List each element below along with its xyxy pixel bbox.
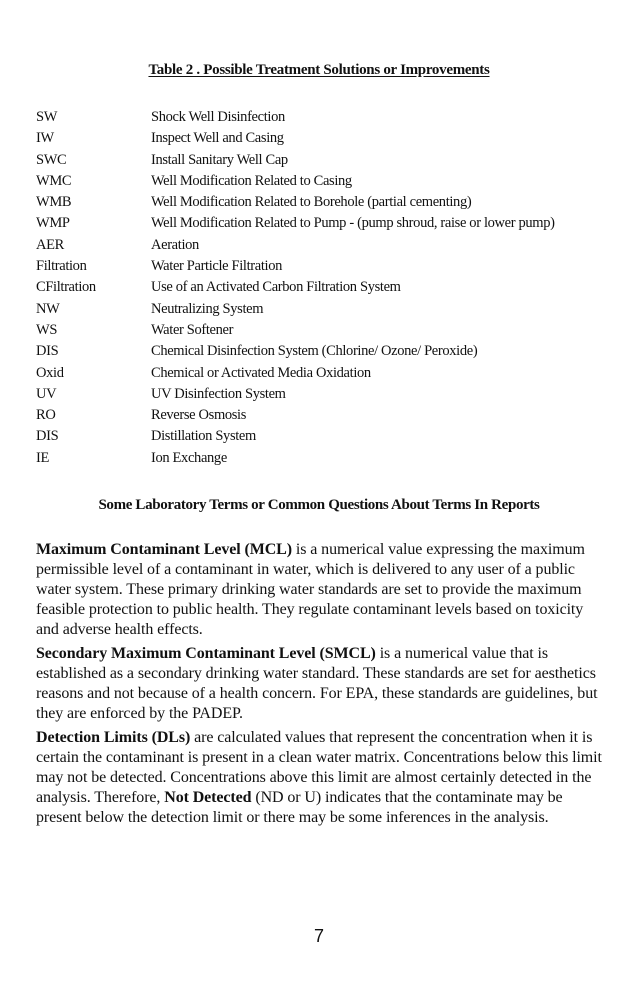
treatment-code: NW xyxy=(36,300,60,317)
treatment-description: Well Modification Related to Borehole (partial cementing) xyxy=(151,194,472,211)
table-row xyxy=(36,107,616,128)
treatment-code: Filtration xyxy=(36,258,87,275)
treatment-description: Aeration xyxy=(151,236,199,253)
treatment-description: Ion Exchange xyxy=(151,449,227,466)
treatment-code: WMC xyxy=(36,172,72,189)
definition-smcl xyxy=(36,644,608,724)
table-row xyxy=(36,235,616,256)
table-row xyxy=(36,320,616,341)
table-row xyxy=(36,363,616,384)
table-row xyxy=(36,277,616,298)
treatment-code: CFiltration xyxy=(36,279,96,296)
definition-dl-text: are calculated values that represent the concentration when it is certain the contaminant is present in a clean water matrix. Concentrations below this limit may not be detected. Concentrations above this limit are almost certainly detected in the analysis. Therefore, xyxy=(36,729,602,806)
term-smcl: Secondary Maximum Contaminant Level (SMCL) xyxy=(36,645,376,662)
section-title-text: Some Laboratory Terms or Common Questions About Terms In Reports xyxy=(98,497,540,513)
definition-dl xyxy=(36,728,608,828)
definition-mcl-text: is a numerical value expressing the maximum permissible level of a contaminant in water, which is delivered to any user of a public water system. These primary drinking water standards are set to provide the maximum feasible protection to public health. They regulate contaminant levels based on toxicity and adverse health effects. xyxy=(36,541,585,638)
treatment-description: Water Particle Filtration xyxy=(151,258,283,275)
treatment-code: Oxid xyxy=(36,364,64,381)
treatment-code: DIS xyxy=(36,428,59,445)
treatment-code: WMB xyxy=(36,194,72,211)
treatment-description: Reverse Osmosis xyxy=(151,407,247,424)
term-dl: Detection Limits (DLs) xyxy=(36,729,191,746)
table-title-text: Table 2 . Possible Treatment Solutions or Improvements xyxy=(148,62,490,78)
treatment-code: RO xyxy=(36,407,56,424)
treatment-description: Well Modification Related to Casing xyxy=(151,172,352,189)
treatment-table xyxy=(36,107,616,469)
treatment-code: UV xyxy=(36,385,57,402)
table-row xyxy=(36,299,616,320)
treatment-code: IW xyxy=(36,130,54,147)
term-not-detected: Not Detected xyxy=(164,789,252,806)
treatment-code: IE xyxy=(36,449,49,466)
treatment-code: AER xyxy=(36,236,64,253)
treatment-description: Distillation System xyxy=(151,428,256,445)
table-row xyxy=(36,192,616,213)
table-title xyxy=(0,62,638,79)
table-row xyxy=(36,171,616,192)
table-row xyxy=(36,128,616,149)
table-row xyxy=(36,426,616,447)
table-row xyxy=(36,341,616,362)
treatment-code: SWC xyxy=(36,151,67,168)
page-number: 7 xyxy=(313,926,324,946)
treatment-description: Inspect Well and Casing xyxy=(151,130,284,147)
definitions xyxy=(36,540,608,832)
definition-mcl xyxy=(36,540,608,640)
treatment-code: DIS xyxy=(36,343,59,360)
table-row xyxy=(36,448,616,469)
treatment-description: Chemical or Activated Media Oxidation xyxy=(151,364,371,381)
treatment-description: Chemical Disinfection System (Chlorine/ Ozone/ Peroxide) xyxy=(151,343,478,360)
treatment-code: WS xyxy=(36,321,58,338)
definition-dl-text-after: (ND or U) indicates that the contaminate may be present below the detection limit or there may be some inferences in the analysis. xyxy=(36,789,563,826)
treatment-description: Well Modification Related to Pump - (pump shroud, raise or lower pump) xyxy=(151,215,555,232)
term-mcl: Maximum Contaminant Level (MCL) xyxy=(36,541,292,558)
treatment-description: Use of an Activated Carbon Filtration System xyxy=(151,279,401,296)
treatment-description: Install Sanitary Well Cap xyxy=(151,151,288,168)
treatment-description: Shock Well Disinfection xyxy=(151,109,285,125)
treatment-code: WMP xyxy=(36,215,70,232)
treatment-description: Water Softener xyxy=(151,321,234,338)
treatment-description: Neutralizing System xyxy=(151,300,264,317)
treatment-code: SW xyxy=(36,109,58,125)
table-row xyxy=(36,150,616,171)
table-row xyxy=(36,384,616,405)
section-title xyxy=(0,497,638,514)
table-row xyxy=(36,213,616,234)
definition-smcl-text: is a numerical value that is established as a secondary drinking water standard. These standards are set for aesthetics reasons and not because of a health concern. For EPA, these standards are guidelines, but they are enforced by the PADEP. xyxy=(36,645,598,722)
treatment-description: UV Disinfection System xyxy=(151,385,286,402)
table-row xyxy=(36,256,616,277)
table-row xyxy=(36,405,616,426)
